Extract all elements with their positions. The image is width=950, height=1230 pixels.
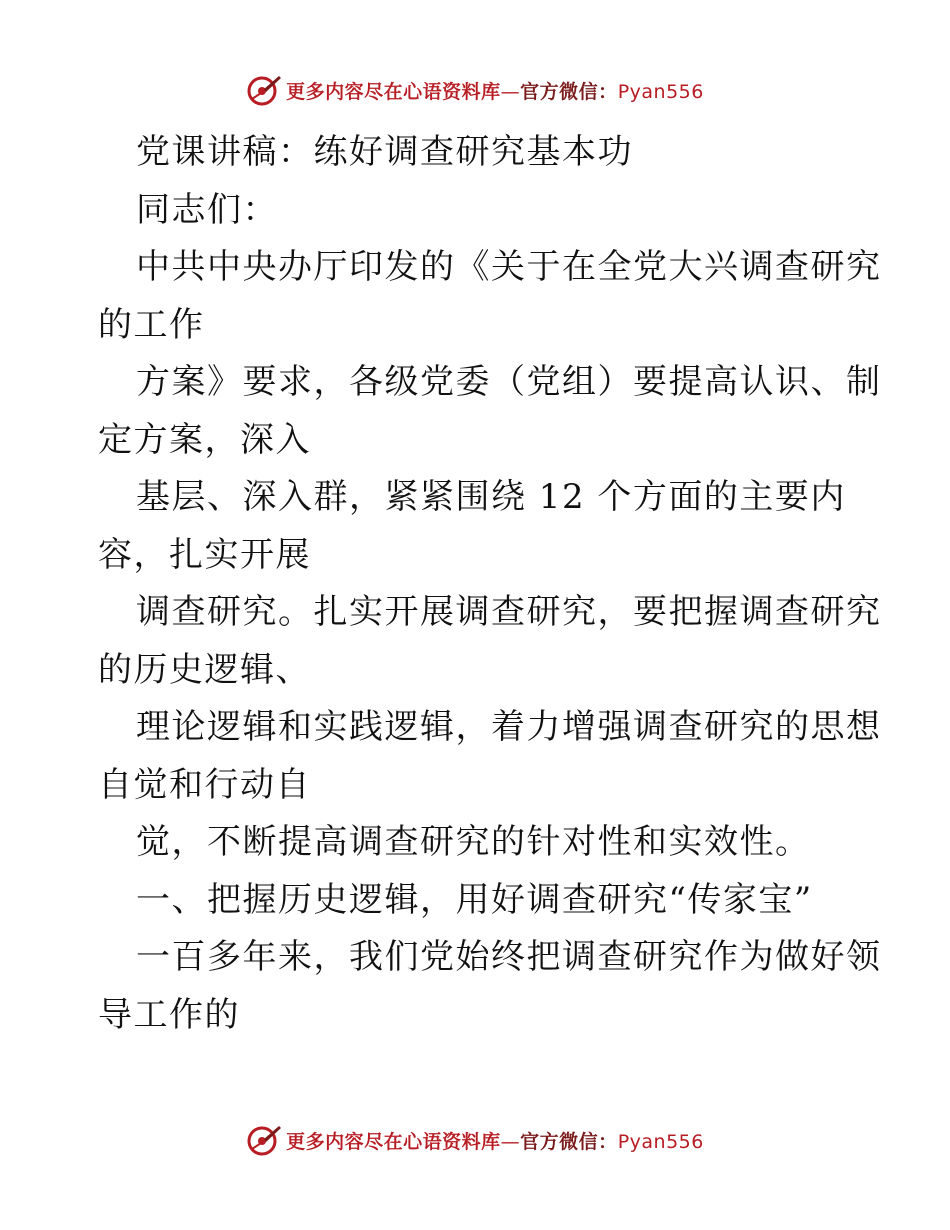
text-line: 自觉和行动自 bbox=[98, 764, 311, 805]
text-line: 同志们： bbox=[136, 189, 278, 230]
footer-watermark bbox=[0, 1123, 950, 1157]
document-title: 党课讲稿：练好调查研究基本功 bbox=[136, 132, 633, 172]
watermark-separator: — bbox=[500, 1130, 521, 1153]
text-line: 一、把握历史逻辑，用好调查研究“传家宝” bbox=[136, 879, 813, 920]
text-line: 定方案，深入 bbox=[98, 419, 311, 460]
text-line: 基层、深入群，紧紧围绕 12 个方面的主要内 bbox=[136, 477, 846, 517]
watermark-brand: 更多内容尽在心语资料库 bbox=[286, 1130, 501, 1153]
text-line: 觉，不断提高调查研究的针对性和实效性。 bbox=[136, 822, 811, 862]
watermark-separator: — bbox=[500, 80, 521, 103]
pen-logo-icon bbox=[246, 73, 282, 107]
pen-logo-icon bbox=[246, 1123, 282, 1157]
text-line: 导工作的 bbox=[98, 994, 240, 1035]
text-line: 调查研究。扎实开展调查研究，要把握调查研究 bbox=[136, 592, 882, 632]
text-line: 的历史逻辑、 bbox=[98, 649, 311, 690]
watermark-label: 官方微信： bbox=[520, 1130, 618, 1153]
text-line: 中共中央办厅印发的《关于在全党大兴调查研究 bbox=[136, 247, 882, 287]
watermark-text bbox=[286, 1127, 704, 1154]
watermark-id: Pyan556 bbox=[617, 80, 704, 103]
watermark-text bbox=[286, 77, 704, 104]
text-line: 容，扎实开展 bbox=[98, 534, 311, 575]
header-watermark bbox=[0, 73, 950, 107]
text-line: 方案》要求，各级党委（党组）要提高认识、制 bbox=[136, 362, 882, 402]
watermark-brand: 更多内容尽在心语资料库 bbox=[286, 80, 501, 103]
text-line: 理论逻辑和实践逻辑，着力增强调查研究的思想 bbox=[136, 707, 882, 747]
document-body bbox=[98, 124, 882, 1044]
text-line: 一百多年来，我们党始终把调查研究作为做好领 bbox=[136, 937, 882, 977]
watermark-label: 官方微信： bbox=[520, 80, 618, 103]
text-line: 的工作 bbox=[98, 304, 205, 345]
watermark-id: Pyan556 bbox=[617, 1130, 704, 1153]
